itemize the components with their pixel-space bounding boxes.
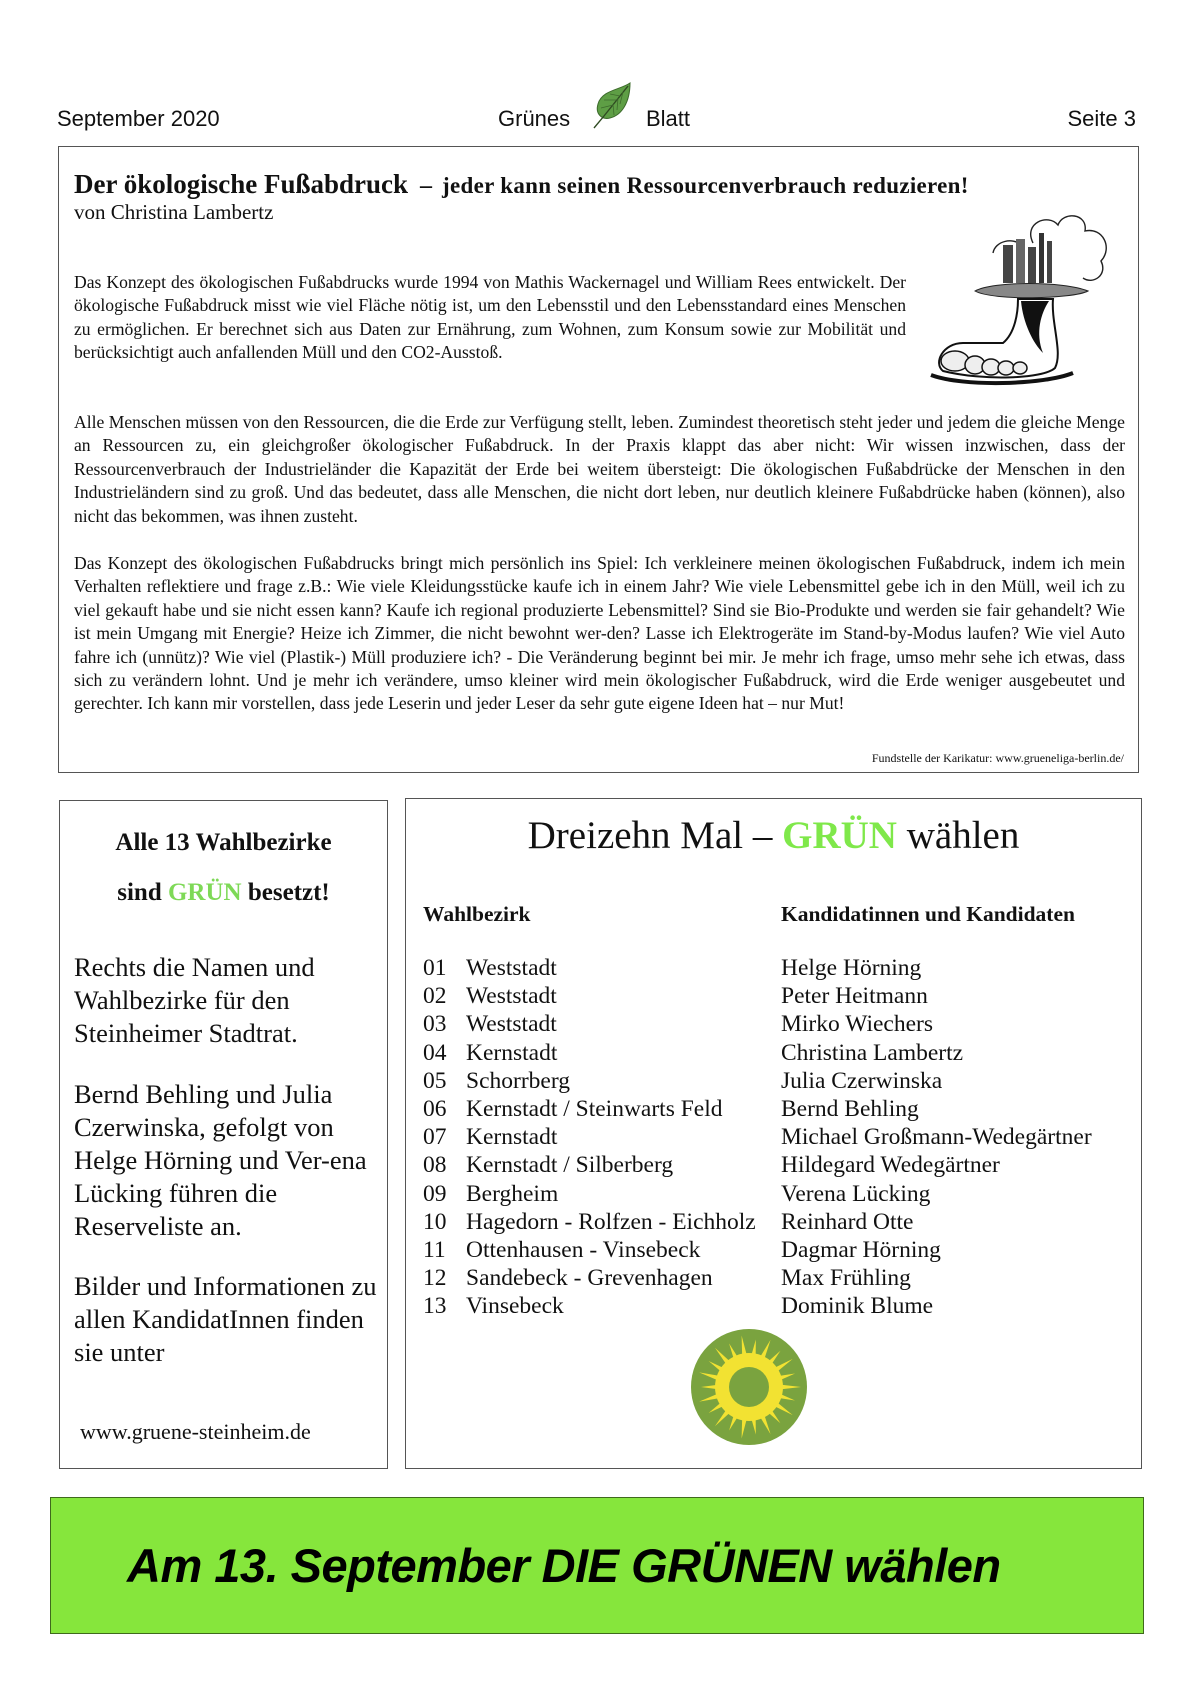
candidates-title-text: Dreizehn Mal –: [527, 814, 783, 857]
district-name: Weststadt: [466, 955, 557, 981]
page-number: Seite 3: [1067, 106, 1136, 131]
district-number: 01: [423, 955, 447, 981]
info-heading-line1: Alle 13 Wahlbezirke: [115, 829, 332, 856]
masthead-right: Blatt: [646, 106, 691, 131]
candidate-name: Dagmar Hörning: [781, 1236, 941, 1263]
leaf-icon: [590, 82, 632, 130]
district-number: 08: [423, 1152, 447, 1179]
info-heading-line2: [60, 879, 387, 907]
candidate-name: Julia Czerwinska: [781, 1067, 943, 1094]
district-number: 13: [423, 1293, 447, 1320]
candidates-title-text: wählen: [896, 814, 1020, 857]
table-row: [423, 1095, 1133, 1123]
district-number: 07: [423, 1124, 447, 1151]
table-row: [423, 1151, 1133, 1179]
green-highlight: GRÜN: [782, 814, 897, 857]
table-row: [423, 1264, 1133, 1292]
district-name: Vinsebeck: [466, 1293, 564, 1320]
article-title: [74, 169, 969, 200]
article-paragraph-1: Das Konzept des ökologischen Fußabdrucks wurde 1994 von Mathis Wackernagel und William Rees entwickelt. Der ökologische Fußabdruck misst wie viel Fläche nötig ist, um den Lebensstil und den Lebensstandard eines Menschen zu ermöglichen. Er berechnet sich aus Daten zur Ernährung, zum Wohnen, zum Konsum sowie zur Mobilität und berücksichtigt auch anfallenden Müll und den CO2-Ausstoß.: [74, 272, 906, 363]
district-number: 09: [423, 1180, 447, 1207]
info-heading-text: sind: [117, 879, 168, 906]
image-credit: Fundstelle der Karikatur: www.grueneliga-berlin.de/: [871, 751, 1124, 765]
district-number: 06: [423, 1095, 447, 1122]
banner-text: Am 13. September DIE GRÜNEN wählen: [127, 1539, 1001, 1592]
article-paragraph-3: Das Konzept des ökologischen Fußabdrucks bringt mich persönlich ins Spiel: Ich verkleinere meinen ökologischen Fußabdruck, indem ich mein Verhalten reflektiere und frage z.B.: Wie viele Kleidungsstücke kaufe ich in einem Jahr? Wie viele Lebensmittel gebe ich in den Müll, weil ich zu viel gekauft habe und sie nicht essen kann? Kaufe ich regional produzierte Lebensmittel? Sind sie Bio-Produkte und werden sie fair gehandelt? Wie ist mein Umgang mit Energie? Heize ich Zimmer, die nicht bewohnt wer-den? Lasse ich Elektrogeräte im Stand-by-Modus laufen? Wie viel Auto fahre ich (unnütz)? Wie viel (Plastik-) Müll produziere ich? - Die Veränderung beginnt bei mir. Je mehr ich frage, umso mehr sehe ich etwas, dass sich zu verändern lohnt. Und je mehr ich verändere, umso kleiner wird mein ökologischer Fußabdruck, wird die Erde weniger ausgebeutet und gerechter. Ich kann mir vorstellen, dass jede Leserin und jeder Leser da sehr gute eigene Ideen hat – nur Mut!: [74, 553, 1125, 714]
table-row: [423, 1010, 1133, 1038]
table-row: [423, 954, 1133, 982]
district-number: 05: [423, 1067, 447, 1094]
candidate-name: Max Frühling: [781, 1265, 911, 1292]
district-number: 04: [423, 1039, 447, 1066]
table-row: [423, 982, 1133, 1010]
candidates-table: [423, 954, 1133, 1320]
district-name: Weststadt: [466, 983, 557, 1010]
table-row: [423, 1067, 1133, 1095]
article-box: [58, 146, 1139, 773]
title-dash: –: [420, 173, 433, 199]
district-number: 11: [423, 1236, 446, 1263]
candidates-title: [406, 813, 1141, 858]
district-name: Kernstadt / Steinwarts Feld: [466, 1095, 723, 1122]
masthead-left: Grünes: [498, 106, 571, 131]
district-number: 12: [423, 1265, 447, 1292]
table-row: [423, 1236, 1133, 1264]
info-paragraph-2: Bernd Behling und Julia Czerwinska, gefolgt von Helge Hörning und Ver-ena Lücking führen die Reserveliste an.: [74, 1079, 367, 1241]
candidates-box: [405, 798, 1142, 1469]
column-header-district: Wahlbezirk: [423, 902, 531, 926]
district-name: Hagedorn - Rolfzen - Eichholz: [466, 1208, 756, 1235]
district-name: Kernstadt: [466, 1124, 558, 1151]
district-name: Weststadt: [466, 1011, 557, 1038]
district-number: 03: [423, 1011, 447, 1038]
district-name: Kernstadt / Silberberg: [466, 1152, 674, 1179]
candidate-name: Helge Hörning: [781, 955, 922, 981]
district-number: 10: [423, 1208, 447, 1235]
table-row: [423, 1292, 1133, 1320]
article-author: von Christina Lambertz: [74, 200, 274, 224]
candidate-name: Reinhard Otte: [781, 1208, 914, 1235]
candidate-name: Michael Großmann-Wedegärtner: [781, 1124, 1092, 1151]
table-row: [423, 1180, 1133, 1208]
table-row: [423, 1208, 1133, 1236]
candidate-name: Peter Heitmann: [781, 983, 928, 1010]
column-header-candidates: Kandidatinnen und Kandidaten: [781, 902, 1075, 926]
district-name: Kernstadt: [466, 1039, 558, 1066]
article-title-main: Der ökologische Fußabdruck: [74, 169, 409, 199]
sunflower-icon: [689, 1327, 809, 1447]
info-paragraph-1: Rechts die Namen und Wahlbezirke für den Steinheimer Stadtrat.: [74, 952, 315, 1048]
district-name: Schorrberg: [466, 1067, 570, 1094]
candidate-name: Mirko Wiechers: [781, 1011, 933, 1038]
article-subtitle: jeder kann seinen Ressourcenverbrauch reduzieren!: [442, 173, 969, 198]
candidate-name: Verena Lücking: [781, 1180, 931, 1207]
footprint-cartoon-icon: [923, 203, 1123, 391]
candidate-name: Christina Lambertz: [781, 1039, 964, 1066]
table-row: [423, 1039, 1133, 1067]
vote-banner: [50, 1497, 1144, 1634]
issue-date: September 2020: [57, 106, 220, 131]
info-paragraph-3: Bilder und Informationen zu allen KandidatInnen finden sie unter: [74, 1271, 377, 1367]
info-box: [59, 800, 388, 1469]
candidate-name: Bernd Behling: [781, 1095, 919, 1122]
district-name: Sandebeck - Grevenhagen: [466, 1265, 713, 1292]
district-number: 02: [423, 983, 447, 1010]
candidate-name: Hildegard Wedegärtner: [781, 1152, 1000, 1179]
district-name: Ottenhausen - Vinsebeck: [466, 1236, 701, 1263]
website-link[interactable]: www.gruene-steinheim.de: [80, 1419, 311, 1444]
table-row: [423, 1123, 1133, 1151]
info-heading-text: besetzt!: [241, 879, 330, 906]
article-paragraph-2: Alle Menschen müssen von den Ressourcen, die die Erde zur Verfügung stellt, leben. Zumindest theoretisch steht jeder und jedem die gleiche Menge an Ressourcen zu, ein gleichgroßer ökologischer Fußabdruck. In der Praxis klappt das aber nicht: Wir wissen inzwischen, dass der Ressourcenverbrauch der Industrieländer die Kapazität der Erde bei weitem übersteigt: Die ökologischen Fußabdrücke der Menschen in den Industrieländern sind zu groß. Und das bedeutet, dass alle Menschen, die nicht dort leben, nur deutlich kleinere Fußabdrücke haben (können), also nicht das bekommen, was ihnen zusteht.: [74, 412, 1125, 526]
district-name: Bergheim: [466, 1180, 559, 1207]
green-highlight: GRÜN: [167, 879, 242, 906]
candidate-name: Dominik Blume: [781, 1293, 934, 1320]
